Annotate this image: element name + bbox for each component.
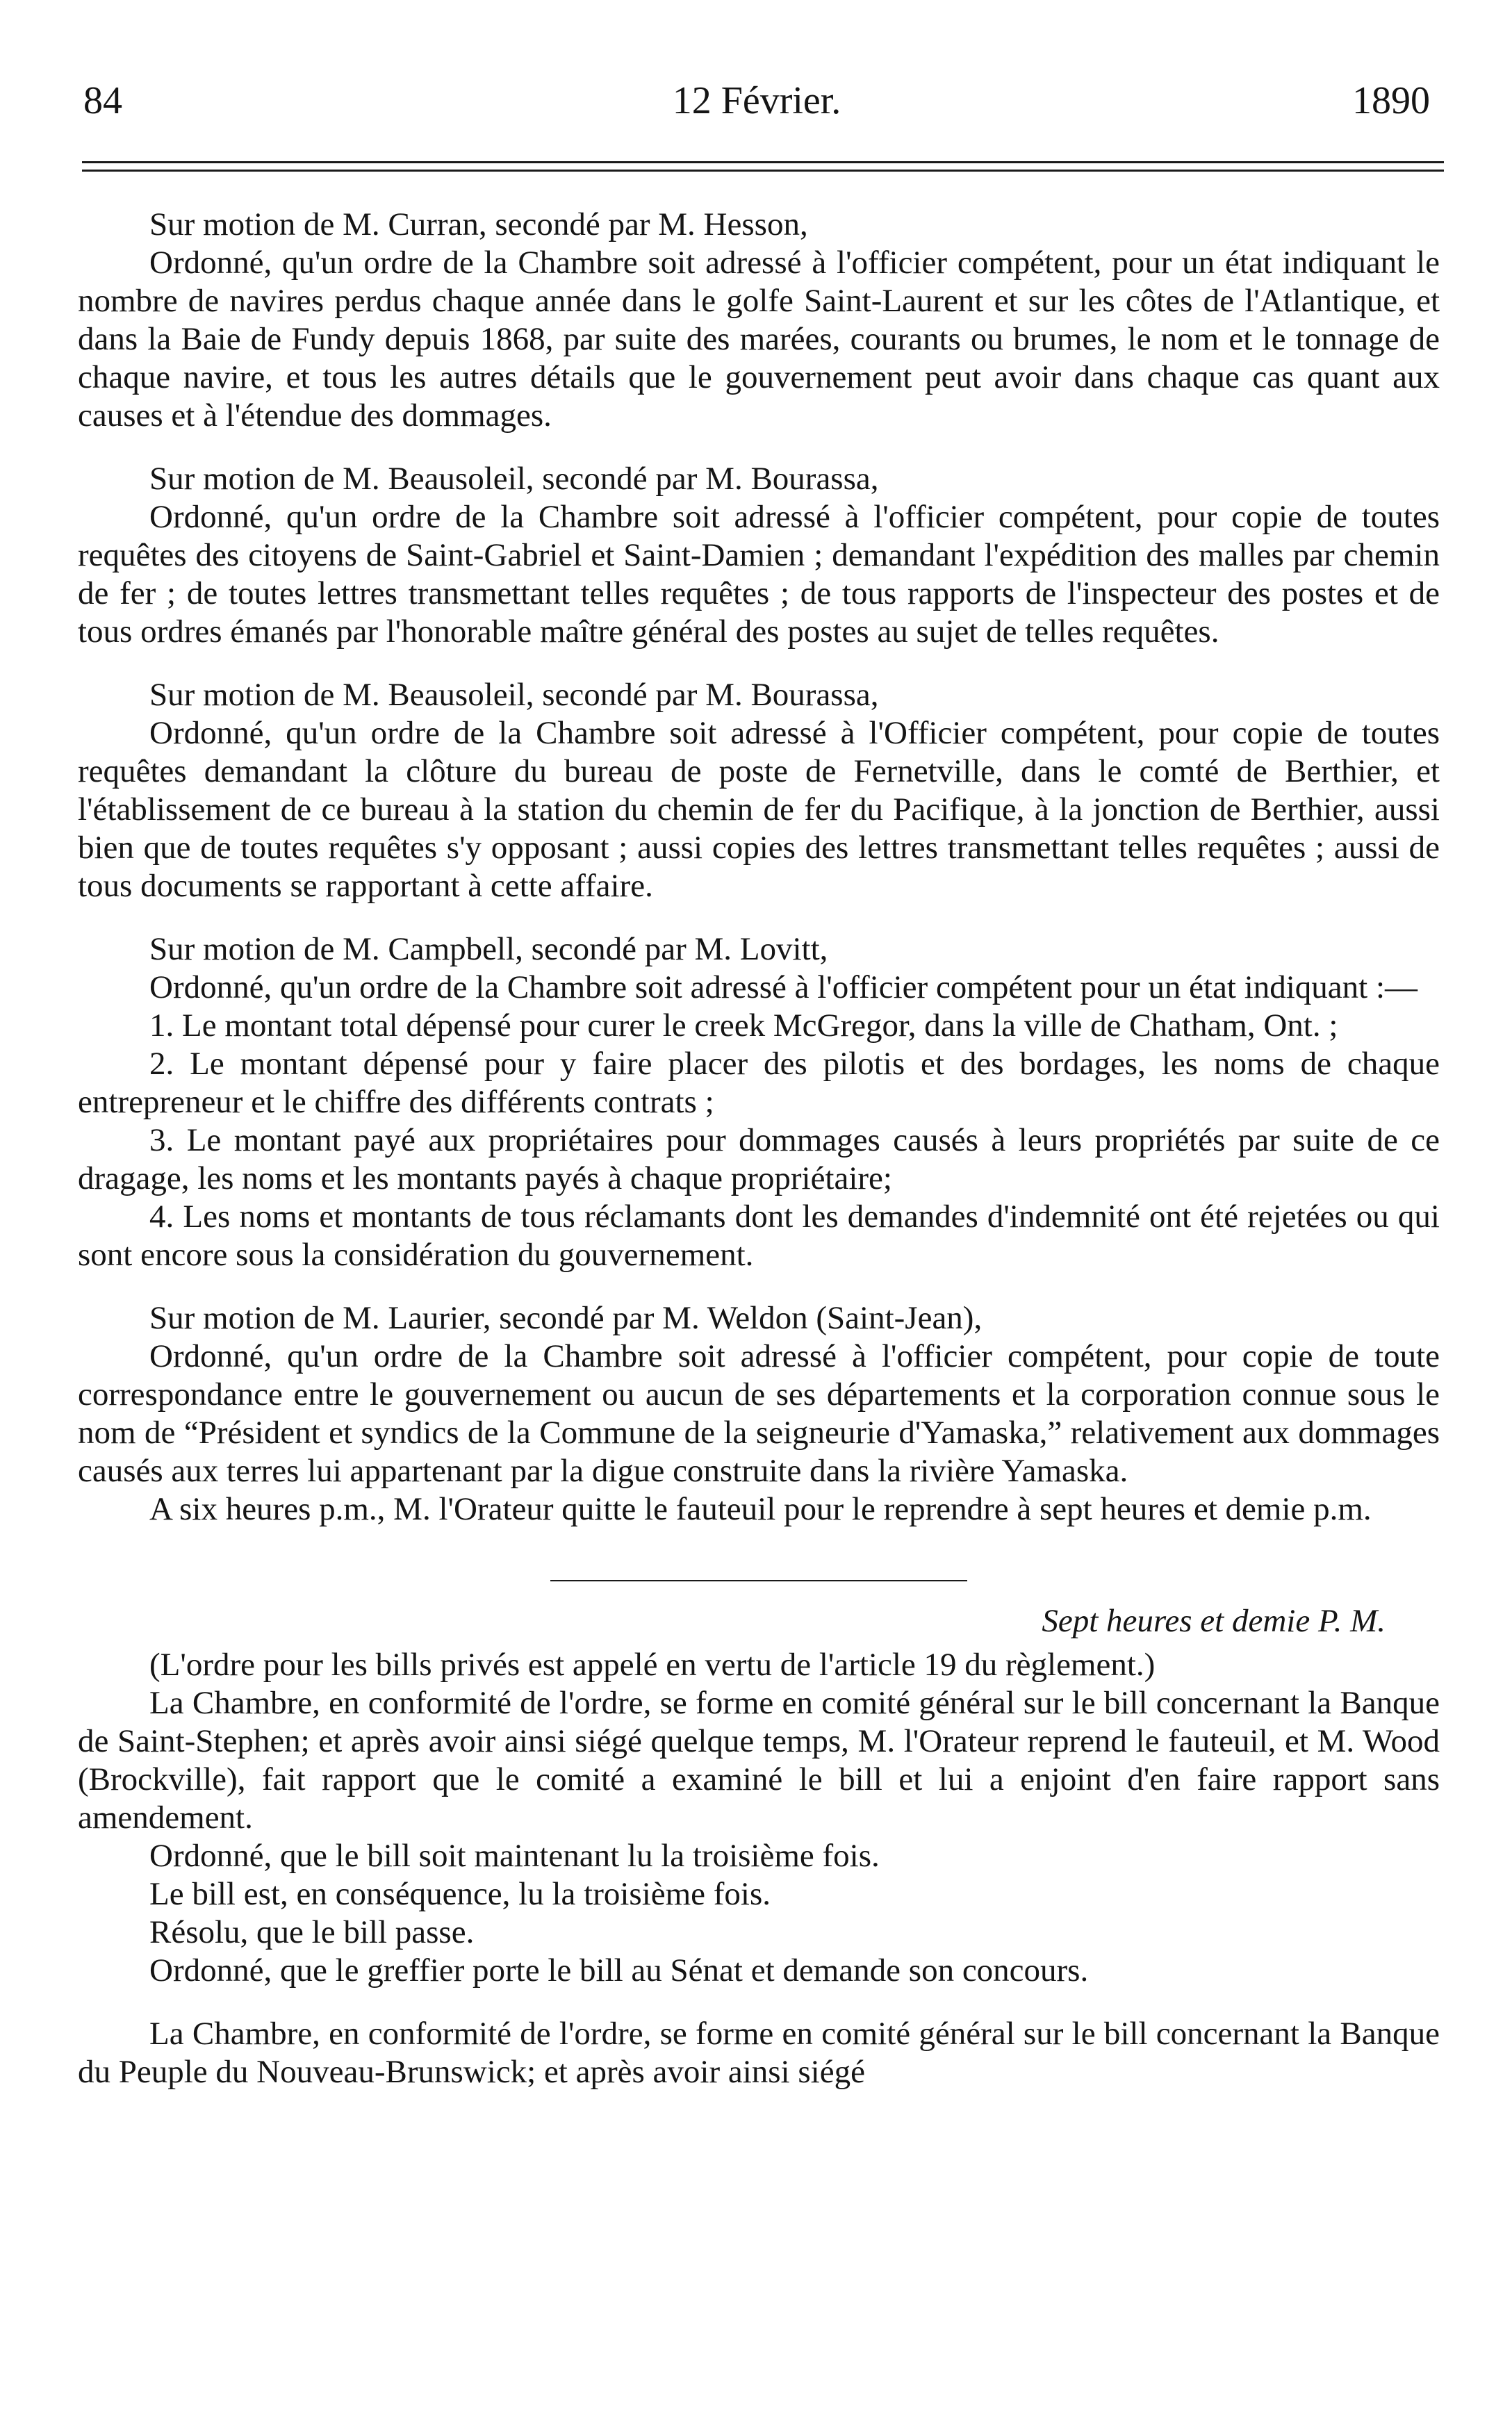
order-paragraph: Ordonné, qu'un ordre de la Chambre soit adressé à l'officier compétent pour un état indiquant :— xyxy=(149,969,1418,1005)
list-item: 2. Le montant dépensé pour y faire placer des pilotis et des bordages, les noms de chaque entrepreneur et le chiffre des différents contrats ; xyxy=(78,1046,1440,1120)
order-note: (L'ordre pour les bills privés est appelé en vertu de l'article 19 du règlement.) xyxy=(149,1647,1156,1683)
list-item: 1. Le montant total dépensé pour curer le creek McGregor, dans la ville de Chatham, Ont. ; xyxy=(149,1007,1338,1044)
resolution-paragraph: Résolu, que le bill passe. xyxy=(149,1914,475,1950)
list-item: 3. Le montant payé aux propriétaires pour dommages causés à leurs propriétés par suite de ce dragage, les noms et les montants payés à chaque propriétaire; xyxy=(78,1122,1440,1196)
reading-paragraph: Le bill est, en conséquence, lu la troisième fois. xyxy=(149,1876,771,1912)
order-paragraph: Ordonné, qu'un ordre de la Chambre soit adressé à l'officier compétent, pour un état indiquant le nombre de navires perdus chaque année dans le golfe Saint-Laurent et sur les côtes de l'Atlantique, et dans la Baie de Fundy depuis 1868, par suite des marées, courants ou brumes, le nom et le tonnage de chaque navire, et tous les autres détails que le gouvernement peut avoir dans chaque cas quant aux causes et à l'étendue des dommages. xyxy=(78,245,1440,434)
committee-paragraph: La Chambre, en conformité de l'ordre, se forme en comité général sur le bill concernant la Banque de Saint-Stephen; et après avoir ainsi siégé quelque temps, M. l'Orateur reprend le fauteuil, et M. Wood (Brockville), fait rapport que le comité a examiné le bill et lui a enjoint d'en faire rapport sans amendement. xyxy=(78,1685,1440,1836)
motion-heading: Sur motion de M. Laurier, secondé par M. Weldon (Saint-Jean), xyxy=(149,1300,983,1336)
section-separator xyxy=(550,1580,967,1581)
order-paragraph: Ordonné, que le greffier porte le bill au Sénat et demande son concours. xyxy=(149,1952,1089,1989)
committee-paragraph: La Chambre, en conformité de l'ordre, se forme en comité général sur le bill concernant la Banque du Peuple du Nouveau-Brunswick; et après avoir ainsi siégé xyxy=(78,2016,1440,2090)
motion-heading: Sur motion de M. Curran, secondé par M. Hesson, xyxy=(149,206,808,242)
motion-heading: Sur motion de M. Beausoleil, secondé par M. Bourassa, xyxy=(149,461,879,497)
page-body xyxy=(78,206,1440,2091)
list-item: 4. Les noms et montants de tous réclamants dont les demandes d'indemnité ont été rejetées ou qui sont encore sous la considération du gouvernement. xyxy=(78,1199,1440,1273)
order-paragraph: Ordonné, qu'un ordre de la Chambre soit adressé à l'officier compétent, pour copie de toutes requêtes des citoyens de Saint-Gabriel et Saint-Damien ; demandant l'expédition des malles par chemin de fer ; de toutes lettres transmettant telles requêtes ; de tous rapports de l'inspecteur des postes et de tous ordres émanés par l'honorable maître général des postes au sujet de telles requêtes. xyxy=(78,499,1440,650)
order-paragraph: Ordonné, que le bill soit maintenant lu la troisième fois. xyxy=(149,1838,880,1874)
motion-heading: Sur motion de M. Campbell, secondé par M. Lovitt, xyxy=(149,931,828,967)
header-year: 1890 xyxy=(1352,79,1430,122)
order-paragraph: Ordonné, qu'un ordre de la Chambre soit adressé à l'officier compétent, pour copie de toute correspondance entre le gouvernement ou aucun de ses départements et la corporation connue sous le nom de “Président et syndics de la Commune de la seigneurie d'Yamaska,” relativement aux dommages causés aux terres lui appartenant par la digue construite dans la rivière Yamaska. xyxy=(78,1338,1440,1489)
running-header xyxy=(76,76,1437,125)
header-rule-bottom xyxy=(82,170,1444,172)
header-rule-top xyxy=(82,161,1444,163)
session-time-heading: Sept heures et demie P. M. xyxy=(1042,1603,1386,1639)
motion-heading: Sur motion de M. Beausoleil, secondé par M. Bourassa, xyxy=(149,677,879,713)
header-date: 12 Février. xyxy=(672,79,841,122)
page-number: 84 xyxy=(83,79,122,122)
order-paragraph: Ordonné, qu'un ordre de la Chambre soit adressé à l'Officier compétent, pour copie de toutes requêtes demandant la clôture du bureau de poste de Fernetville, dans le comté de Berthier, et l'établissement de ce bureau à la station du chemin de fer du Pacifique, à la jonction de Berthier, aussi bien que de toutes requêtes s'y opposant ; aussi copies des lettres transmettant telles requêtes ; aussi de tous documents se rapportant à cette affaire. xyxy=(78,715,1440,904)
adjournment-paragraph: A six heures p.m., M. l'Orateur quitte le fauteuil pour le reprendre à sept heures et demie p.m. xyxy=(149,1491,1372,1527)
